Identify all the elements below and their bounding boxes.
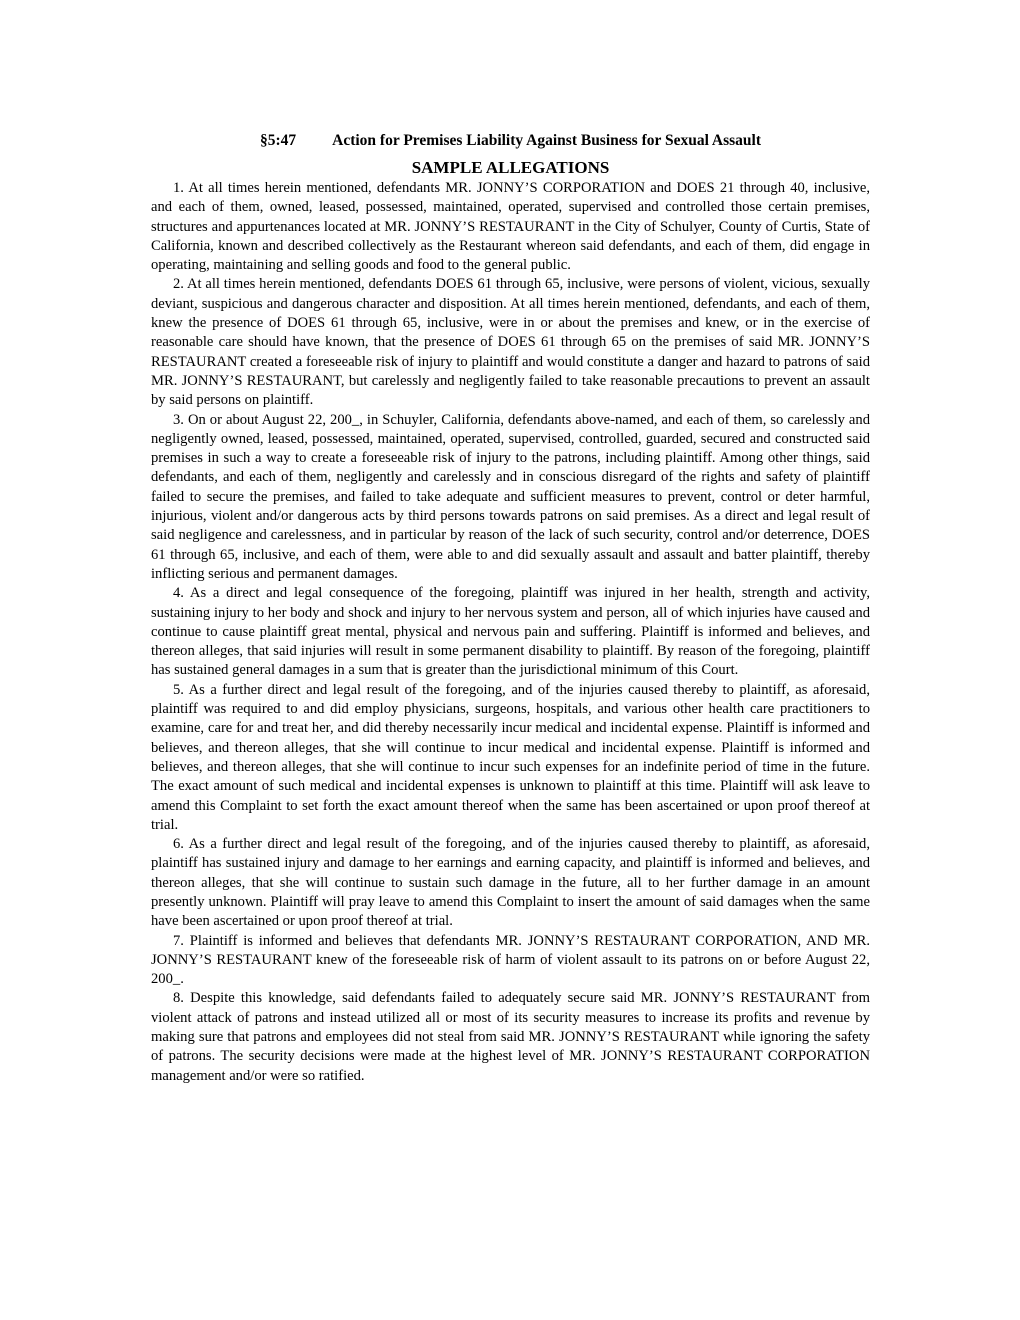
allegation-paragraph-7: 7. Plaintiff is informed and believes that defendants MR. JONNY’S RESTAURANT CORPORATION, AND MR. JONNY’S RESTAURANT knew of the foreseeable risk of harm of violent assault to its patrons on or before August 22, 200_. xyxy=(151,932,870,988)
allegation-paragraph-3: 3. On or about August 22, 200_, in Schuyler, California, defendants above-named, and each of them, so carelessly and negligently owned, leased, possessed, maintained, operated, supervised, controlled, guarded, secured and constructed said premises in such a way to create a foreseeable risk of injury to the patrons, including plaintiff. Among other things, said defendants, and each of them, negligently and carelessly and in conscious disregard of the rights and safety of plaintiff failed to secure the premises, and failed to take adequate and sufficient measures to prevent, control or deter harmful, injurious, violent and/or dangerous acts by third persons towards patrons on said premises. As a direct and legal result of said negligence and carelessness, and in particular by reason of the lack of such security, control and/or deterrence, DOES 61 through 65, inclusive, and each of them, were able to and did sexually assault and assault and batter plaintiff, thereby inflicting serious and permanent damages. xyxy=(151,411,870,582)
allegation-paragraph-6: 6. As a further direct and legal result of the foregoing, and of the injuries caused thereby to plaintiff, as aforesaid, plaintiff has sustained injury and damage to her earnings and earning capacity, and plaintiff is informed and believes, and thereon alleges, that she will continue to sustain such damage in the future, all to her further damage in an amount presently unknown. Plaintiff will pray leave to amend this Complaint to insert the amount of said damages when the same have been ascertained or upon proof thereof at trial. xyxy=(151,836,870,930)
allegation-paragraph-1: 1. At all times herein mentioned, defendants MR. JONNY’S CORPORATION and DOES 21 through 40, inclusive, and each of them, owned, leased, possessed, maintained, operated, supervised and controlled those certain premises, structures and appurtenances located at MR. JONNY’S RESTAURANT in the City of Schulyer, County of Curtis, State of California, known and described collectively as the Restaurant whereon said defendants, and each of them, did engage in operating, maintaining and selling goods and food to the general public. xyxy=(151,180,870,274)
document-page xyxy=(151,131,870,1086)
sample-allegations-heading: SAMPLE ALLEGATIONS xyxy=(411,158,610,177)
allegation-paragraph-8: 8. Despite this knowledge, said defendants failed to adequately secure said MR. JONNY’S RESTAURANT from violent attack of patrons and instead utilized all or most of its security measures to increase its profits and revenue by making sure that patrons and employees did not steal from said MR. JONNY’S RESTAURANT while ignoring the safety of patrons. The security decisions were made at the highest level of MR. JONNY’S RESTAURANT CORPORATION management and/or were so ratified. xyxy=(151,990,870,1084)
allegation-paragraph-5: 5. As a further direct and legal result of the foregoing, and of the injuries caused thereby to plaintiff, as aforesaid, plaintiff was required to and did employ physicians, surgeons, hospitals, and various other health care practitioners to examine, care for and treat her, and did thereby necessarily incur medical and incidental expense. Plaintiff is informed and believes, and thereon alleges, that she will continue to incur medical and incidental expense. Plaintiff is informed and believes, and thereon alleges, that she will continue to incur such expenses for an indefinite period of time in the future. The exact amount of such medical and incidental expenses is unknown to plaintiff at this time. Plaintiff will ask leave to amend this Complaint to set forth the exact amount thereof when the same has been ascertained or upon proof thereof at trial. xyxy=(151,681,870,833)
allegation-paragraph-2: 2. At all times herein mentioned, defendants DOES 61 through 65, inclusive, were persons of violent, vicious, sexually deviant, suspicious and dangerous character and disposition. At all times herein mentioned, defendants, and each of them, knew the presence of DOES 61 through 65, inclusive, were in or about the premises and knew, or in the exercise of reasonable care should have known, that the presence of DOES 61 through 65 on the premises of said MR. JONNY’S RESTAURANT created a foreseeable risk of injury to plaintiff and would constitute a danger and hazard to patrons of said MR. JONNY’S RESTAURANT, but carelessly and negligently failed to take reasonable precautions to prevent an assault by said persons on plaintiff. xyxy=(151,276,870,409)
section-number: §5:47 xyxy=(259,132,297,149)
allegation-paragraph-4: 4. As a direct and legal consequence of the foregoing, plaintiff was injured in her health, strength and activity, sustaining injury to her body and shock and injury to her nervous system and person, all of which injuries have caused and continue to cause plaintiff great mental, physical and nervous pain and suffering. Plaintiff is informed and believes, and thereon alleges, that said injuries will result in some permanent disability to plaintiff. By reason of the foregoing, plaintiff has sustained general damages in a sum that is greater than the jurisdictional minimum of this Court. xyxy=(151,585,870,679)
section-title: Action for Premises Liability Against Business for Sexual Assault xyxy=(332,132,762,149)
section-heading xyxy=(151,131,870,151)
